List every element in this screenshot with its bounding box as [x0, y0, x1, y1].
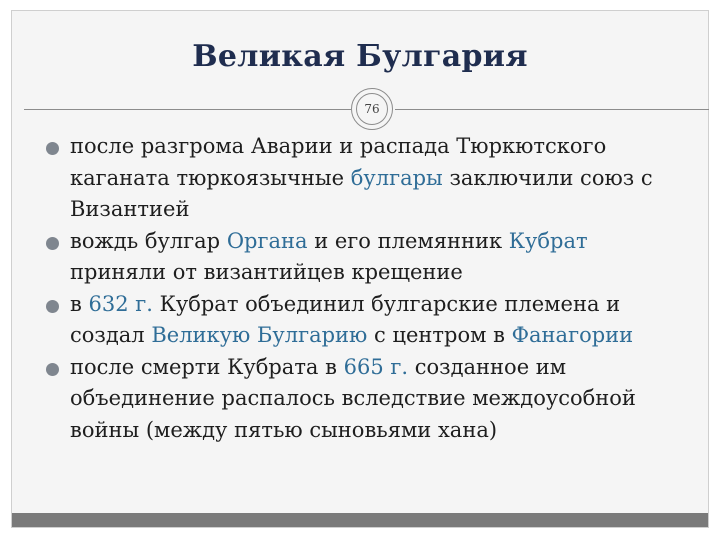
highlighted-term: 665 г. — [343, 354, 409, 379]
bullet-dot-icon — [46, 142, 59, 155]
bullet-text: созданное им объединение распалось вследствие междоусобной войны (между пятью сыновьями хана) — [70, 354, 636, 442]
page-number-badge — [351, 88, 393, 130]
bullet-text: после смерти Кубрата в — [70, 354, 344, 379]
bullet-text: заключили союз с Византией — [70, 165, 653, 221]
highlighted-term: Кубрат — [508, 228, 588, 253]
bullet-list — [38, 131, 688, 446]
highlighted-term: Фанагории — [511, 323, 634, 347]
bullet-text: вождь булгар — [70, 228, 227, 253]
bullet-item-3 — [38, 289, 688, 352]
bullet-dot-icon — [46, 363, 59, 376]
title-divider-left — [24, 109, 351, 110]
bullet-text: в — [70, 291, 89, 316]
bullet-text: с центром в — [367, 323, 512, 347]
highlighted-term: 632 г. — [88, 291, 153, 316]
bottom-bar — [12, 513, 708, 527]
highlighted-term: Органа — [226, 228, 308, 253]
bullet-dot-icon — [46, 237, 59, 250]
highlighted-term: Великую Булгарию — [151, 323, 368, 347]
bullet-item-2 — [38, 226, 688, 289]
bullet-text: Кубрат объединил булгарские племена и создал — [70, 291, 621, 347]
bullet-text: приняли от византийцев крещение — [70, 260, 463, 284]
bullet-dot-icon — [46, 300, 59, 313]
highlighted-term: булгары — [350, 165, 443, 190]
slide-frame — [11, 10, 709, 528]
page-number: 76 — [356, 93, 388, 125]
bullet-text: и его племянник — [307, 228, 509, 253]
bullet-item-1 — [38, 131, 688, 226]
bullet-item-4 — [38, 352, 688, 447]
title-divider-right — [395, 109, 709, 110]
slide-title: Великая Булгария — [192, 39, 528, 74]
bullet-text: после разгрома Аварии и распада Тюркютского каганата тюркоязычные — [70, 134, 607, 190]
